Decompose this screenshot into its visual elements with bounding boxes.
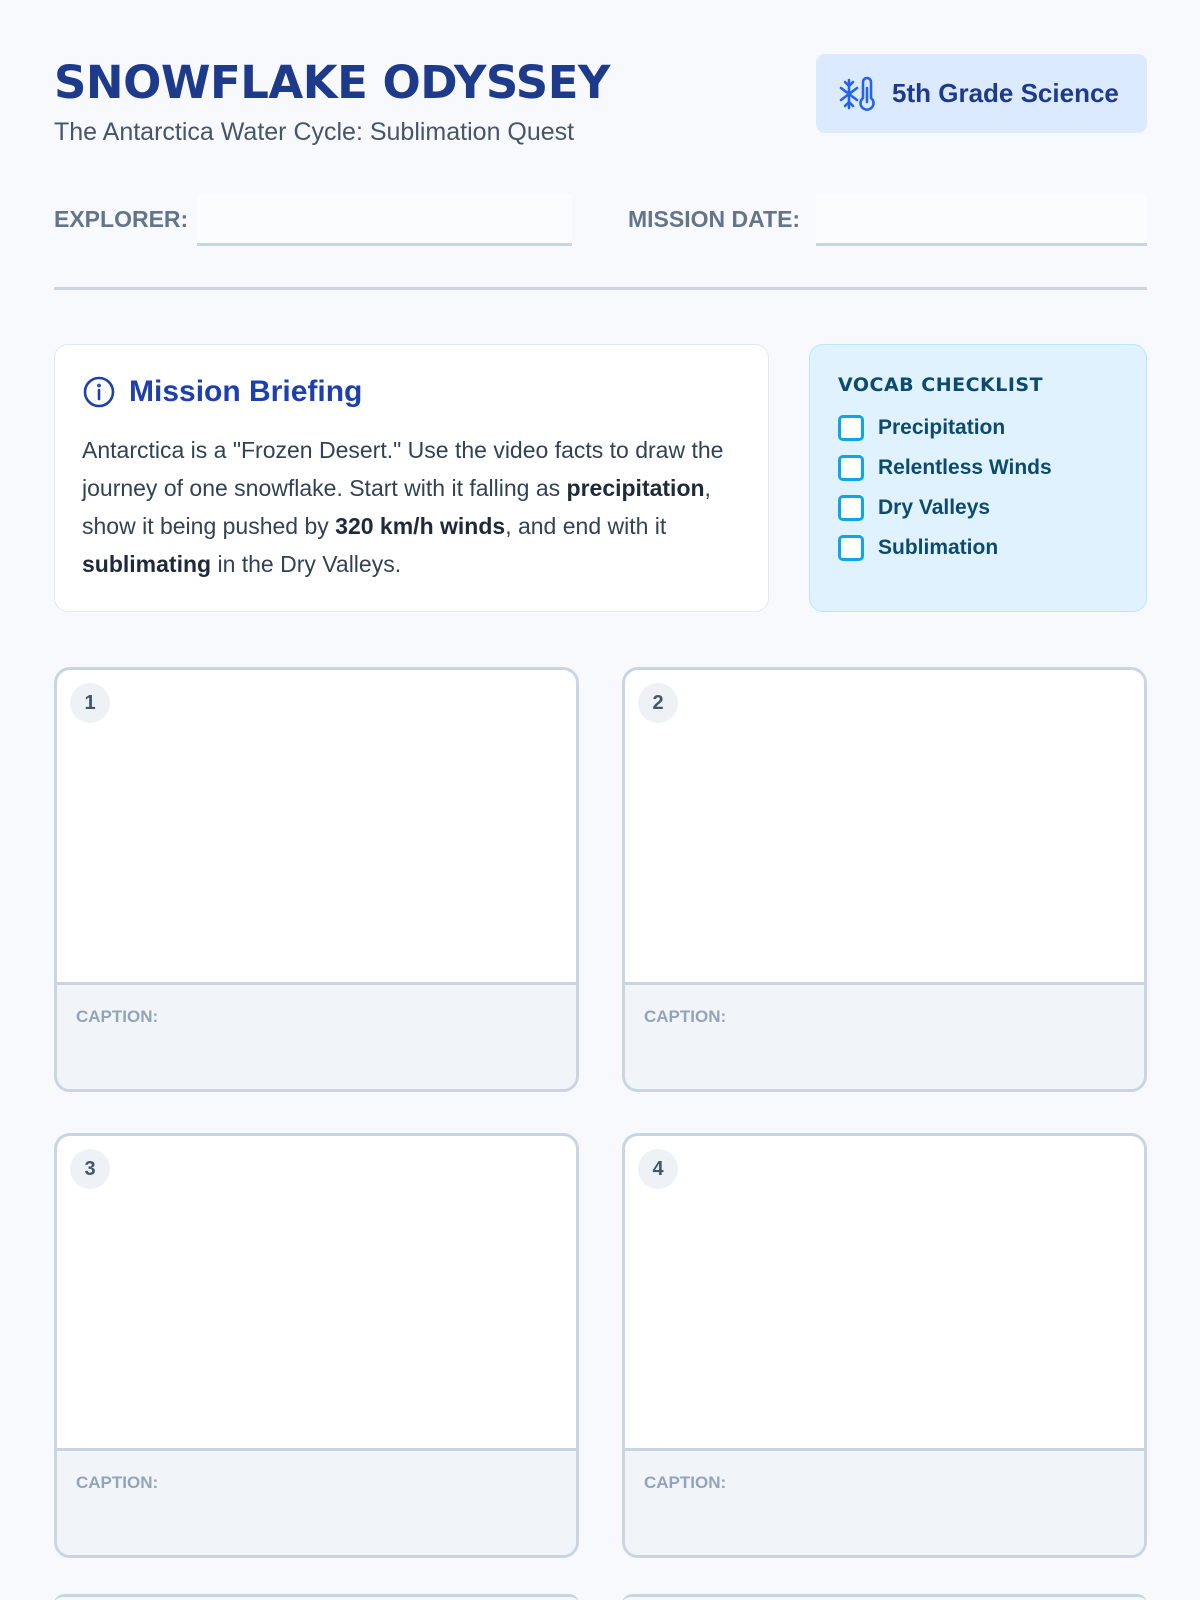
story-panel-3[interactable] (54, 1133, 579, 1558)
vocab-item[interactable] (838, 528, 1118, 568)
panel-number: 1 (70, 683, 110, 723)
grade-badge-label: 5th Grade Science (892, 78, 1119, 108)
caption-area[interactable] (57, 982, 576, 1089)
mission-date-field[interactable] (816, 194, 1147, 246)
story-panel-4[interactable] (622, 1133, 1147, 1558)
mission-briefing-card (54, 344, 769, 612)
caption-label: CAPTION: (76, 1473, 159, 1492)
vocab-item-label: Relentless Winds (878, 456, 1052, 479)
story-panel-2[interactable] (622, 667, 1147, 1092)
checkbox[interactable] (838, 535, 864, 561)
explorer-field[interactable] (197, 194, 572, 246)
keyword-precipitation: precipitation (566, 475, 705, 501)
vocab-title: VOCAB CHECKLIST (838, 374, 1044, 396)
story-panel-partial (622, 1594, 1147, 1600)
caption-area[interactable] (625, 1448, 1144, 1555)
header-divider (54, 287, 1147, 290)
story-panel-1[interactable] (54, 667, 579, 1092)
vocab-item-label: Precipitation (878, 416, 1006, 439)
info-icon (82, 375, 116, 409)
checkbox[interactable] (838, 495, 864, 521)
panel-number: 2 (638, 683, 678, 723)
caption-area[interactable] (57, 1448, 576, 1555)
checkbox[interactable] (838, 455, 864, 481)
caption-area[interactable] (625, 982, 1144, 1089)
snowflake-thermometer-icon (838, 74, 878, 114)
briefing-heading: Mission Briefing (129, 375, 363, 408)
vocab-item-label: Sublimation (878, 536, 999, 559)
keyword-sublimating: sublimating (82, 551, 212, 577)
briefing-text: Antarctica is a "Frozen Desert." Use the video facts to draw the journey of one snowflake. Start with it falling as precipitation, show it being pushed by 320 km/h winds, and end with it sublimating in the Dry Valleys. (82, 437, 724, 577)
vocab-item[interactable] (838, 408, 1118, 448)
panel-number: 3 (70, 1149, 110, 1189)
page-subtitle: The Antarctica Water Cycle: Sublimation Quest (54, 118, 575, 146)
page-title: SNOWFLAKE ODYSSEY (54, 56, 611, 109)
mission-date-label: MISSION DATE: (628, 206, 801, 232)
story-panel-partial (54, 1594, 579, 1600)
grade-badge (816, 54, 1147, 133)
vocab-item[interactable] (838, 448, 1118, 488)
panel-number: 4 (638, 1149, 678, 1189)
caption-label: CAPTION: (644, 1007, 727, 1026)
caption-label: CAPTION: (644, 1473, 727, 1492)
caption-label: CAPTION: (76, 1007, 159, 1026)
checkbox[interactable] (838, 415, 864, 441)
worksheet-page (54, 0, 1147, 1600)
explorer-label: EXPLORER: (54, 206, 189, 232)
vocab-checklist (809, 344, 1147, 612)
vocab-item-label: Dry Valleys (878, 496, 991, 519)
vocab-item[interactable] (838, 488, 1118, 528)
keyword-winds: 320 km/h winds (335, 513, 506, 539)
